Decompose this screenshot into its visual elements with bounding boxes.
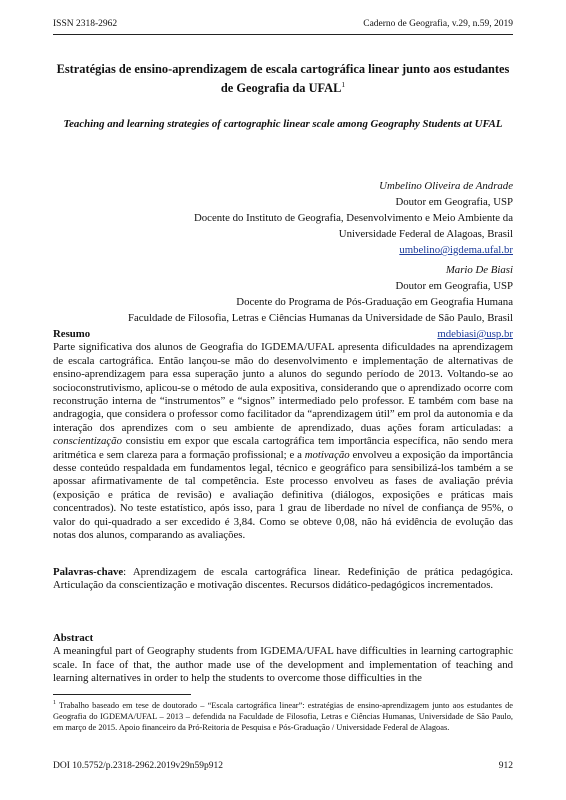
abstract-text: A meaningful part of Geography students from IGDEMA/UFAL have difficulties in learning cartographic scale. In face of that, the author made use of the development and implementation of teaching and learning alternatives in order to help the students to overcome those difficulties in the <box>53 645 513 685</box>
footnote <box>53 698 513 733</box>
doi: DOI 10.5752/p.2318-2962.2019v29n59p912 <box>53 761 223 771</box>
resumo-section <box>53 328 513 543</box>
keywords-section <box>53 566 513 593</box>
abstract-heading: Abstract <box>53 632 94 644</box>
header-rule <box>53 34 513 35</box>
author-block <box>53 178 513 258</box>
keywords-label: Palavras-chave <box>53 566 124 578</box>
english-title: Teaching and learning strategies of cartographic linear scale among Geography Students at UFAL <box>63 118 503 130</box>
author-affiliation: Faculdade de Filosofia, Letras e Ciências Humanas da Universidade de São Paulo, Brasil <box>128 312 513 324</box>
article-title <box>53 61 513 96</box>
author-email-link[interactable]: umbelino@igdema.ufal.br <box>399 244 513 256</box>
resumo-text: Parte significativa dos alunos de Geografia do IGDEMA/UFAL apresenta dificuldades na aprendizagem de escala cartográfica. Então lançou-se mão do desenvolvimento e implementação de alternativas de ensino-aprendizagem para essa superação junto a alunos do segundo período de 2013. Voltando-se ao socioconstrutivismo, aplicou-se o método de aula expositiva, considerando que o aprendizado ocorre com reconstrução interna de “instrumentos” e “signos” intermediado pelo professor. E também com base na andragogia, que considera o professor como facilitador da “aprendizagem útil” em prol da autonomia e da interação dos aprendizes com o seu ambiente de aprendizado, duas ações foram articuladas: a conscientização consistiu em expor que escala cartográfica tem importância específica, não sendo mera aritmética e sem clareza para a formação profissional; e a motivação envolveu a exposição da importância desse conteúdo respaldada em fundamentos legal, técnico e geográfico para sensibilizá-los também a se apossar afirmativamente de tal competência. Este processo envolveu as fases de avaliação prévia (exposição e prática de revisão) e avaliação definitiva (diálogos, exposições e práticas mais concentrados). No teste estatístico, após isso, para 1 grau de liberdade no nível de confiança de 95%, o valor do qui-quadrado a ser excedido é 3,84. Como se obteve 0,08, não há evidência de evolução das notas dos alunos, comparando as avaliações. <box>53 341 514 542</box>
author-name: Umbelino Oliveira de Andrade <box>379 180 513 192</box>
resumo-heading: Resumo <box>53 328 91 340</box>
page-number: 912 <box>498 761 513 771</box>
author-degree: Doutor em Geografia, USP <box>395 196 513 208</box>
author-affiliation: Universidade Federal de Alagoas, Brasil <box>338 228 513 240</box>
article-title-text: Estratégias de ensino-aprendizagem de escala cartográfica linear junto aos estudantes de Geografia da UFAL <box>56 62 510 96</box>
title-footnote-ref[interactable]: 1 <box>341 80 346 89</box>
author-degree: Doutor em Geografia, USP <box>395 280 513 292</box>
footnote-text: Trabalho baseado em tese de doutorado – “Escala cartográfica linear”: estratégias de ensino-aprendizagem junto aos estudantes de Geografia do IGDEMA/UFAL – 2013 – defendida na Faculdade de Filosofia, Letras e Ciências Humanas, Universidade de São Paulo, em março de 2015. Apoio financeiro da Pró-Reitoria de Pesquisa e Pós-Graduação / Universidade Federal de Alagoas. <box>53 700 513 732</box>
term-motivacao: motivação <box>304 448 350 461</box>
author-affiliation: Docente do Instituto de Geografia, Desenvolvimento e Meio Ambiente da <box>193 212 513 224</box>
footnote-marker: 1 <box>53 700 56 706</box>
footnote-rule <box>53 694 191 695</box>
term-conscientizacao: conscientização <box>53 435 122 448</box>
keywords-text: : Aprendizagem de escala cartográfica linear. Redefinição de prática pedagógica. Articulação da conscientização e motivação discentes. Recursos didático-pedagógicos incrementados. <box>53 566 513 592</box>
journal-citation: Caderno de Geografia, v.29, n.59, 2019 <box>363 19 513 29</box>
author-name: Mario De Biasi <box>445 264 513 276</box>
issn: ISSN 2318-2962 <box>53 19 118 29</box>
author-affiliation: Docente do Programa de Pós-Graduação em Geografia Humana <box>236 296 513 308</box>
abstract-section <box>53 632 513 686</box>
author-email-link[interactable]: mdebiasi@usp.br <box>437 328 513 340</box>
